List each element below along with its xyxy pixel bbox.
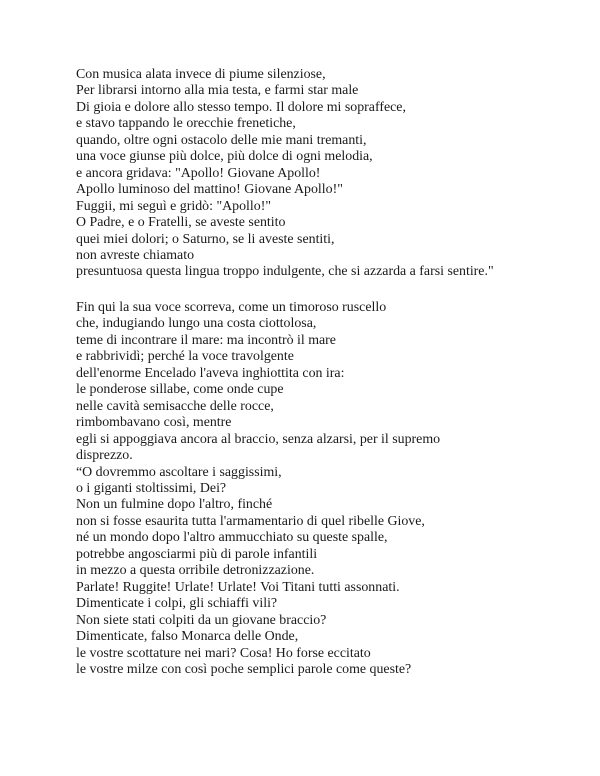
text-line: dell'enorme Encelado l'aveva inghiottita con ira: [76, 365, 345, 381]
text-line: O Padre, e o Fratelli, se aveste sentito [76, 215, 286, 231]
text-line: “O dovremmo ascoltare i saggissimi, [76, 464, 282, 480]
text-line: disprezzo. [76, 448, 133, 464]
text-line: che, indugiando lungo una costa ciottolosa, [76, 316, 317, 332]
text-line: egli si appoggiava ancora al braccio, senza alzarsi, per il supremo [76, 431, 441, 447]
text-line: rimbombavano così, mentre [76, 415, 232, 431]
text-line: le ponderose sillabe, come onde cupe [76, 382, 284, 398]
text-line: né un mondo dopo l'altro ammucchiato su queste spalle, [76, 530, 388, 546]
text-line: Non un fulmine dopo l'altro, finché [76, 497, 273, 513]
text-line: o i giganti stoltissimi, Dei? [76, 480, 227, 496]
text-line: Apollo luminoso del mattino! Giovane Apollo!" [76, 182, 343, 198]
text-line: Fuggii, mi seguì e gridò: "Apollo!" [76, 198, 271, 214]
text-line: presuntuosa questa lingua troppo indulgente, che si azzarda a farsi sentire." [76, 264, 494, 280]
text-line: teme di incontrare il mare: ma incontrò il mare [76, 332, 336, 348]
text-line: potrebbe angosciarmi più di parole infantili [76, 546, 318, 562]
text-line: e stavo tappando le orecchie frenetiche, [76, 116, 296, 132]
text-line: Di gioia e dolore allo stesso tempo. Il dolore mi sopraffece, [76, 99, 406, 115]
text-line: quei miei dolori; o Saturno, se li aveste sentiti, [76, 231, 335, 247]
text-line: in mezzo a questa orribile detronizzazione. [76, 563, 315, 579]
text-line: Parlate! Ruggite! Urlate! Urlate! Voi Titani tutti assonnati. [76, 579, 400, 595]
text-line: le vostre scottature nei mari? Cosa! Ho forse eccitato [76, 645, 371, 661]
text-line: Fin qui la sua voce scorreva, come un timoroso ruscello [76, 300, 387, 315]
text-line: una voce giunse più dolce, più dolce di ogni melodia, [76, 149, 373, 165]
text-line: Con musica alata invece di piume silenziose, [76, 67, 326, 82]
text-line: Dimenticate i colpi, gli schiaffi vili? [76, 596, 278, 612]
text-line: quando, oltre ogni ostacolo delle mie mani tremanti, [76, 132, 367, 148]
text-line: e rabbrividì; perché la voce travolgente [76, 349, 294, 365]
stanza-1 [76, 67, 596, 281]
text-line: non avreste chiamato [76, 247, 195, 263]
text-line: Non siete stati colpiti da un giovane braccio? [76, 612, 327, 628]
text-line: Dimenticate, falso Monarca delle Onde, [76, 629, 299, 645]
stanza-2 [76, 300, 596, 678]
text-line: le vostre milze con così poche semplici parole come queste? [76, 661, 412, 677]
text-line: non si fosse esaurita tutta l'armamentario di quel ribelle Giove, [76, 513, 425, 529]
text-line: e ancora gridava: "Apollo! Giovane Apollo! [76, 165, 321, 181]
text-line: nelle cavità semisacche delle rocce, [76, 398, 274, 414]
text-line: Per librarsi intorno alla mia testa, e farmi star male [76, 83, 359, 99]
